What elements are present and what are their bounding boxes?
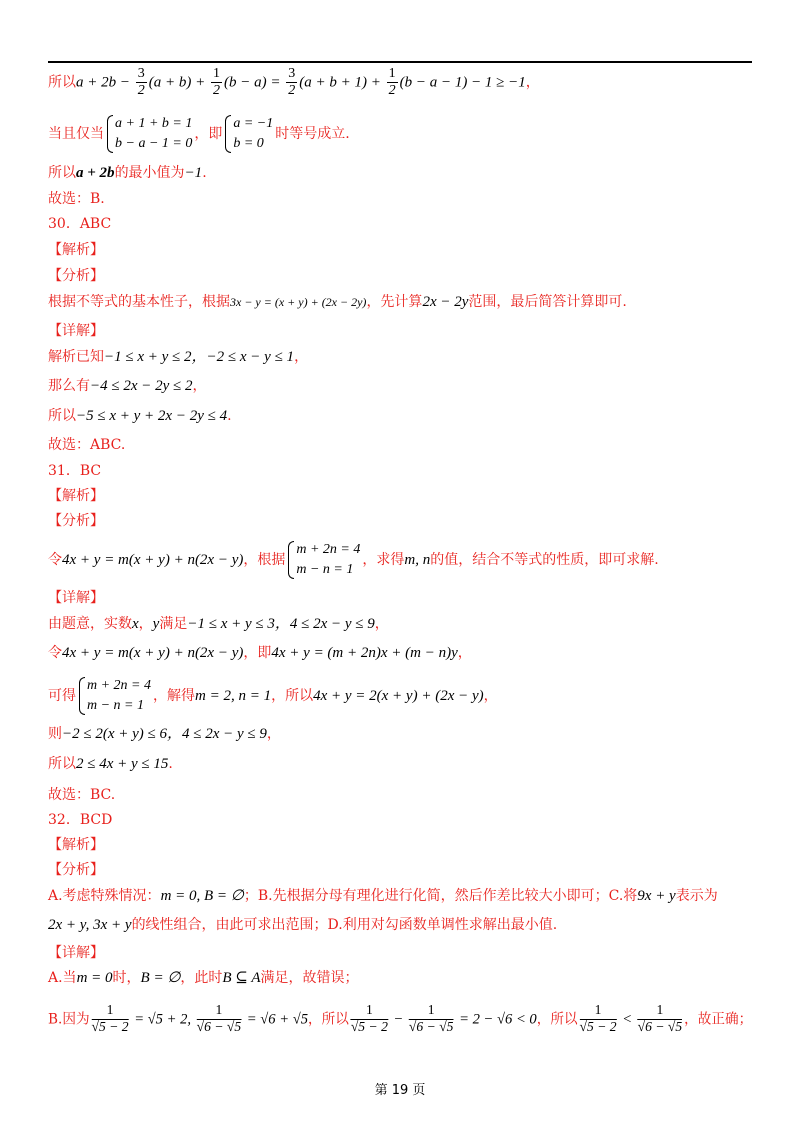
header-rule — [48, 61, 752, 63]
q31-detail-5: 所以2 ≤ 4x + y ≤ 15. — [48, 756, 173, 772]
question-30-number: 30．ABC — [48, 216, 112, 232]
q31-detail-3: 可得 m + 2n = 4 m − n = 1 ，解得m = 2, n = 1，所以4x + y = 2(x + y) + (2x − y)， — [48, 676, 498, 716]
q30-detail-3: 所以−5 ≤ x + y + 2x − 2y ≤ 4. — [48, 408, 232, 424]
line-3: 所以a + 2b的最小值为−1. — [48, 165, 207, 181]
q31-detail-4: 则−2 ≤ 2(x + y) ≤ 6，4 ≤ 2x − y ≤ 9， — [48, 726, 281, 742]
equation-system: a + 1 + b = 1 b − a − 1 = 0 — [106, 114, 192, 154]
section-xiangjie: 【详解】 — [48, 323, 104, 339]
question-32-number: 32．BCD — [48, 812, 113, 828]
section-xiangjie: 【详解】 — [48, 945, 104, 961]
q30-detail-1: 解析已知−1 ≤ x + y ≤ 2，−2 ≤ x − y ≤ 1， — [48, 349, 309, 365]
equation-system: m + 2n = 4 m − n = 1 — [287, 540, 360, 580]
section-jiexi: 【解析】 — [48, 837, 104, 853]
q30-answer: 故选：ABC. — [48, 437, 126, 453]
q32-detail-a: A.当m = 0时，B = ∅，此时B ⊆ A满足，故错误； — [48, 970, 359, 986]
q32-analysis-1: A.考虑特殊情况：m = 0, B = ∅；B.先根据分母有理化进行化简，然后作差比较大小即可；C.将9x + y表示为 — [48, 888, 718, 904]
q32-detail-b: B.因为 $\frac{1}{√5 - 2}$ = √5 + 2, $\frac{1}{√6 - √5}$ = √6 + √5，所以 $\frac{1}{√5 - 2}$ − $\frac{1}{√6 - √5}$ = 2 − √6 < 0，所以 $\frac{1}{√5 - 2}$ < $\frac{1}{√6 - √5}$ ，故正确； — [48, 1003, 753, 1035]
section-fenxi: 【分析】 — [48, 862, 104, 878]
q32-analysis-2: 2x + y, 3x + y的线性组合，由此可求出范围；D.利用对勾函数单调性求解出最小值. — [48, 917, 558, 933]
equation-system: a = −1 b = 0 — [224, 114, 273, 154]
line-1: 所以a + 2b − $\frac{3}{2}$ (a + b) + $\frac{1}{2}$ (b − a) = $\frac{3}{2}$ (a + b + 1) + $\frac{1}{2}$ (b − a − 1) − 1 ≥ −1， — [48, 66, 540, 98]
section-xiangjie: 【详解】 — [48, 590, 104, 606]
q30-analysis: 根据不等式的基本性子，根据3x − y = (x + y) + (2x − 2y)，先计算2x − 2y范围，最后简答计算即可. — [48, 294, 627, 310]
q31-detail-1: 由题意，实数x，y满足−1 ≤ x + y ≤ 3，4 ≤ 2x − y ≤ 9， — [48, 616, 389, 632]
q31-answer: 故选：BC. — [48, 787, 116, 803]
equation-system: m + 2n = 4 m − n = 1 — [78, 676, 151, 716]
section-jiexi: 【解析】 — [48, 488, 104, 504]
section-fenxi: 【分析】 — [48, 513, 104, 529]
q30-detail-2: 那么有−4 ≤ 2x − 2y ≤ 2， — [48, 378, 207, 394]
page-footer: 第 19 页 — [374, 1083, 426, 1098]
question-31-number: 31．BC — [48, 463, 102, 479]
section-jiexi: 【解析】 — [48, 242, 104, 258]
q31-analysis: 令4x + y = m(x + y) + n(2x − y)，根据 m + 2n = 4 m − n = 1 ，求得m, n的值，结合不等式的性质，即可求解. — [48, 540, 659, 580]
line-4: 故选：B. — [48, 191, 105, 207]
section-fenxi: 【分析】 — [48, 268, 104, 284]
q31-detail-2: 令4x + y = m(x + y) + n(2x − y)，即4x + y = (m + 2n)x + (m − n)y， — [48, 645, 472, 661]
line-2: 当且仅当 a + 1 + b = 1 b − a − 1 = 0 ，即 a = −1 b = 0 时等号成立. — [48, 114, 350, 154]
